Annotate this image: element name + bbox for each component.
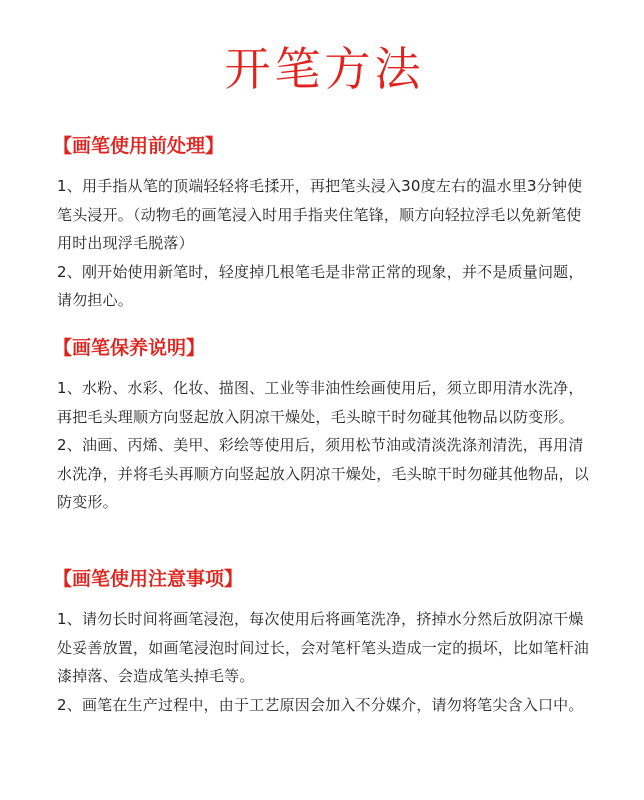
section-heading: 【画笔使用前处理】 bbox=[53, 135, 225, 157]
paragraph: 1、用手指从笔的顶端轻轻将毛揉开，再把笔头浸入30度左右的温水里3分钟使笔头浸开。（动物毛的画笔浸入时用手指夹住笔锋，顺方向轻拉浮毛以免新笔使用时出现浮毛脱落） bbox=[57, 177, 583, 252]
paragraph: 2、刚开始使用新笔时，轻度掉几根笔毛是非常正常的现象，并不是质量问题，请勿担心。 bbox=[57, 262, 584, 309]
paragraph: 1、水粉、水彩、化妆、描图、工业等非油性绘画使用后，须立即用清水洗净，再把毛头理顺方向竖起放入阴凉干燥处，毛头晾干时勿碰其他物品以防变形。 bbox=[57, 379, 584, 426]
section-precautions bbox=[53, 565, 592, 719]
page-title: 开笔方法 bbox=[224, 42, 425, 96]
section-heading: 【画笔使用注意事项】 bbox=[53, 568, 244, 590]
paragraph: 1、请勿长时间将画笔浸泡，每次使用后将画笔洗净，挤掉水分然后放阴凉干燥处妥善放置，如画笔浸泡时间过长，会对笔杆笔头造成一定的损坏，比如笔杆油漆掉落、会造成笔头掉毛等。 bbox=[57, 610, 590, 685]
section-heading: 【画笔保养说明】 bbox=[53, 337, 206, 359]
paragraph: 2、画笔在生产过程中，由于工艺原因会加入不分媒介，请勿将笔尖含入口中。 bbox=[57, 695, 584, 714]
paragraph: 2、油画、丙烯、美甲、彩绘等使用后，须用松节油或清淡洗涤剂清洗，再用清水洗净，并将毛头再顺方向竖起放入阴凉干燥处，毛头晾干时勿碰其他物品，以防变形。 bbox=[57, 436, 590, 511]
section-pre-use bbox=[53, 132, 592, 315]
section-maintenance bbox=[53, 334, 592, 517]
